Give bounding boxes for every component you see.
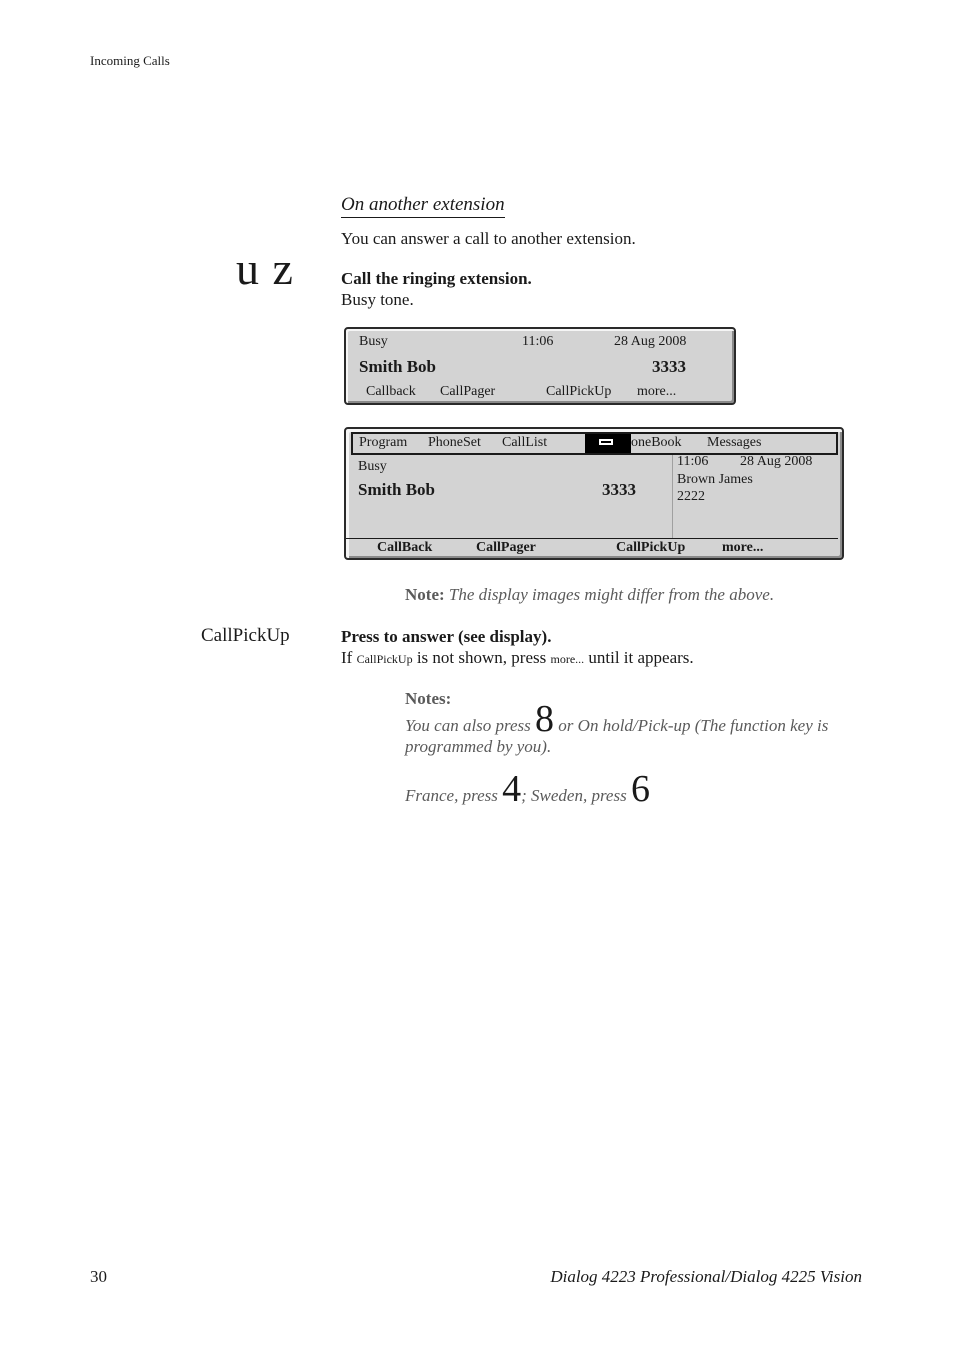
- key-8-icon: 8: [535, 698, 555, 740]
- display-name: Smith Bob: [358, 480, 435, 499]
- step1-body: Busy tone.: [341, 290, 414, 309]
- display-status: Busy: [358, 459, 387, 474]
- softkey-callpager: CallPager: [440, 384, 496, 399]
- display-caller-name: Brown James: [677, 472, 753, 487]
- menu-item-messages: Messages: [707, 435, 762, 450]
- menu-item-phoneset: PhoneSet: [428, 435, 481, 450]
- softkey-callback: Callback: [366, 384, 416, 399]
- menu-item-program: Program: [359, 435, 408, 450]
- phone-display-4225: [344, 427, 844, 560]
- page-number: 30: [90, 1267, 107, 1286]
- notes-label: Notes:: [405, 689, 452, 708]
- key-4-icon: 4: [502, 768, 522, 810]
- note-label: Note:: [405, 585, 445, 604]
- display-note: [405, 585, 774, 605]
- softkey-callpickup: CallPickUp: [616, 540, 686, 555]
- softkey-callback: CallBack: [377, 540, 433, 555]
- notes-block: [405, 689, 875, 810]
- display-date: 28 Aug 2008: [740, 454, 813, 469]
- step1-heading: Call the ringing extension.: [341, 269, 532, 288]
- notes-line-1: You can also press 8 or On hold/Pick-up (The function key is programmed by you).: [405, 698, 829, 756]
- key-6-icon: 6: [630, 768, 650, 810]
- display-time: 11:06: [522, 334, 554, 349]
- display-name: Smith Bob: [359, 357, 436, 376]
- section-title: On another extension: [341, 194, 505, 218]
- phone-display-4223: [344, 327, 736, 405]
- note-text: The display images might differ from the above.: [448, 585, 775, 604]
- function-key-label: CallPickUp: [201, 625, 290, 646]
- display-time: 11:06: [677, 454, 709, 469]
- display-date: 28 Aug 2008: [614, 334, 687, 349]
- softkey-more: more...: [637, 384, 677, 399]
- display-divider: [672, 455, 673, 539]
- softkey-more: more...: [722, 540, 764, 555]
- display-number: 3333: [652, 357, 686, 376]
- softkey-callpickup: CallPickUp: [546, 384, 612, 399]
- display-menu-bar: [351, 432, 838, 455]
- menu-item-phonebook: oneBook: [631, 435, 682, 450]
- inline-key-callpickup: CallPickUp: [356, 652, 413, 666]
- notes-line-2: France, press 4; Sweden, press 6: [405, 768, 650, 810]
- display-caller-number: 2222: [677, 489, 705, 504]
- step2-body: If CallPickUp is not shown, press more... until it appears.: [341, 648, 694, 667]
- step2-heading: Press to answer (see display).: [341, 627, 552, 646]
- softkey-divider: [346, 538, 838, 539]
- section-intro: You can answer a call to another extension.: [341, 229, 636, 248]
- inline-key-more: more...: [550, 652, 585, 666]
- book-title: Dialog 4223 Professional/Dialog 4225 Vision: [550, 1267, 862, 1286]
- softkey-callpager: CallPager: [476, 540, 536, 555]
- dial-keys-icon: u z: [236, 243, 294, 294]
- menu-cursor-icon: [585, 434, 631, 453]
- running-head: Incoming Calls: [90, 53, 170, 68]
- display-status: Busy: [359, 334, 388, 349]
- display-number: 3333: [602, 480, 636, 499]
- menu-item-calllist: CallList: [502, 435, 548, 450]
